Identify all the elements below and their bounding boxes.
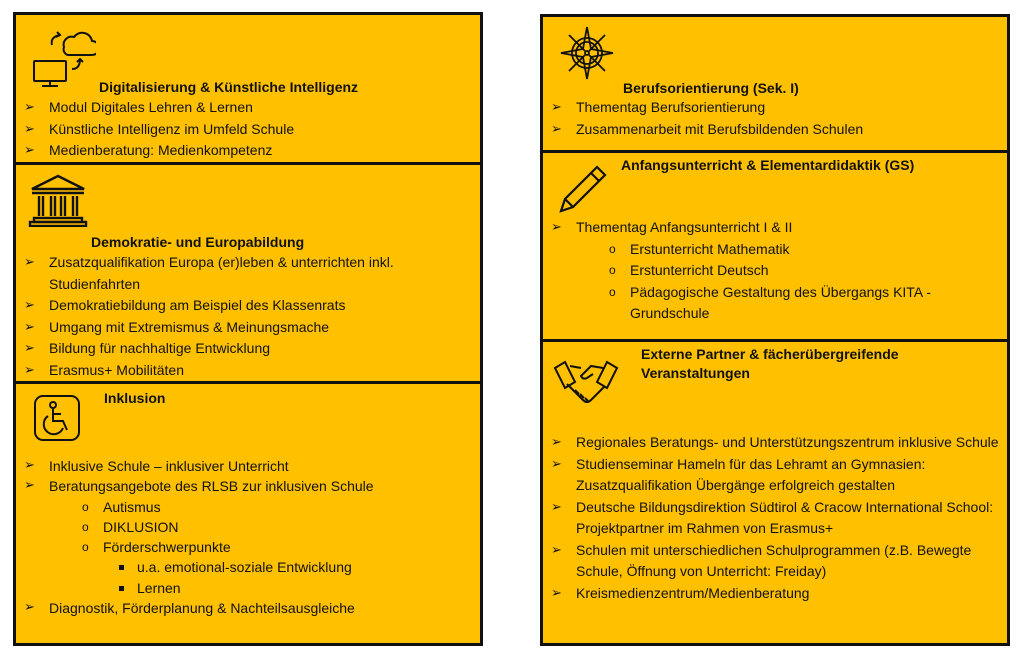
list-item: ➢ Zusammenarbeit mit Berufsbildenden Schulen: [551, 119, 999, 141]
list-item: ➢ Beratungsangebote des RLSB zur inklusiven Schule: [24, 476, 472, 496]
item-list: [551, 97, 999, 140]
list-item: o DIKLUSION: [24, 517, 472, 537]
list-item: o Pädagogische Gestaltung des Übergangs KITA - Grundschule: [551, 282, 999, 325]
list-item: ➢ Thementag Berufsorientierung: [551, 97, 999, 119]
list-item: ➢ Schulen mit unterschiedlichen Schulprogrammen (z.B. Bewegte Schule, Öffnung von Unterricht: Freiday): [551, 540, 999, 583]
item-list: [24, 456, 472, 618]
list-item: u.a. emotional-soziale Entwicklung: [24, 557, 472, 577]
handshake-icon: [553, 356, 619, 408]
list-item: ➢ Diagnostik, Förderplanung & Nachteilsausgleiche: [24, 598, 472, 618]
wheelchair-icon: [33, 394, 81, 442]
item-list: [551, 217, 999, 325]
computer-cloud-sync-icon: [30, 25, 96, 87]
list-item: Lernen: [24, 578, 472, 598]
list-item: ➢ Thementag Anfangsunterricht I & II: [551, 217, 999, 239]
list-item: ➢ Regionales Beratungs- und Unterstützungszentrum inklusive Schule: [551, 432, 999, 454]
section-inklusion: [13, 381, 483, 646]
list-item: ➢ Kreismedienzentrum/Medienberatung: [551, 583, 999, 605]
list-item: o Autismus: [24, 497, 472, 517]
list-item: ➢ Modul Digitales Lehren & Lernen: [24, 97, 472, 119]
section-demokratie: [13, 162, 483, 384]
section-anfangsunterricht: [540, 150, 1010, 342]
list-item: ➢ Erasmus+ Mobilitäten: [24, 360, 472, 382]
pencil-icon: [557, 163, 609, 215]
section-title: Anfangsunterricht & Elementardidaktik (GS): [621, 157, 915, 173]
section-title: Berufsorientierung (Sek. I): [623, 80, 799, 96]
list-item: ➢ Inklusive Schule – inklusiver Unterricht: [24, 456, 472, 476]
section-berufsorientierung: [540, 14, 1010, 154]
section-title: Inklusion: [104, 390, 166, 406]
section-title: Externe Partner & fächerübergreifende Veranstaltungen: [641, 346, 899, 381]
section-title: Digitalisierung & Künstliche Intelligenz: [99, 79, 359, 95]
list-item: o Erstunterricht Mathematik: [551, 239, 999, 261]
list-item: ➢ Zusatzqualifikation Europa (er)leben & unterrichten inkl. Studienfahrten: [24, 252, 472, 295]
item-list: [24, 252, 472, 381]
list-item: ➢ Studienseminar Hameln für das Lehramt an Gymnasien: Zusatzqualifikation Übergänge erfolgreich gestalten: [551, 454, 999, 497]
list-item: o Erstunterricht Deutsch: [551, 260, 999, 282]
item-list: [551, 432, 999, 604]
list-item: ➢ Bildung für nachhaltige Entwicklung: [24, 338, 472, 360]
list-item: ➢ Umgang mit Extremismus & Meinungsmache: [24, 317, 472, 339]
list-item: ➢ Künstliche Intelligenz im Umfeld Schule: [24, 119, 472, 141]
item-list: [24, 97, 472, 162]
classical-building-icon: [28, 173, 88, 227]
section-digitalisierung: [13, 12, 483, 165]
section-externe-partner: [540, 339, 1010, 646]
section-title: Demokratie- und Europabildung: [91, 234, 305, 250]
list-item: ➢ Deutsche Bildungsdirektion Südtirol & Cracow International School: Projektpartner im Rahmen von Erasmus+: [551, 497, 999, 540]
compass-rose-icon: [559, 25, 615, 81]
list-item: ➢ Medienberatung: Medienkompetenz: [24, 140, 472, 162]
list-item: ➢ Demokratiebildung am Beispiel des Klassenrats: [24, 295, 472, 317]
list-item: o Förderschwerpunkte: [24, 537, 472, 557]
